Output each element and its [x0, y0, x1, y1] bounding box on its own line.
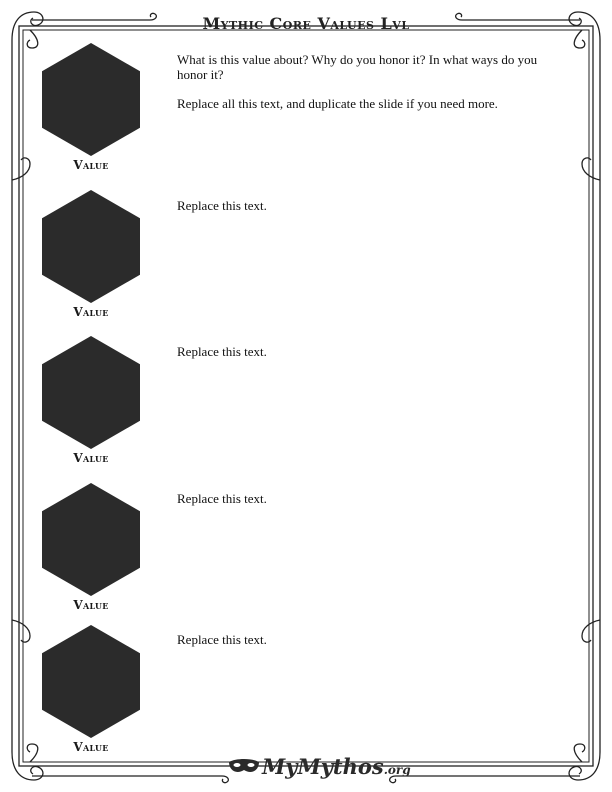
logo-text [262, 754, 411, 779]
logo-brand: MyMythos [262, 754, 384, 779]
value-description [177, 52, 567, 125]
value-description [177, 491, 567, 520]
value-description [177, 632, 567, 661]
value-block [40, 625, 142, 754]
value-label: Value [73, 598, 109, 612]
value-description [177, 344, 567, 373]
description-paragraph: Replace this text. [177, 632, 267, 647]
value-hexagon [42, 336, 140, 449]
page-title: Mythic Core Values Lvl [202, 14, 410, 33]
description-paragraph: Replace this text. [177, 198, 267, 213]
mask-icon [228, 758, 260, 776]
description-paragraph: Replace this text. [177, 344, 267, 359]
value-block [40, 336, 142, 465]
value-hexagon [42, 43, 140, 156]
value-label: Value [73, 305, 109, 319]
value-block [40, 190, 142, 319]
value-label: Value [73, 158, 109, 172]
value-description [177, 198, 567, 227]
value-label: Value [73, 740, 109, 754]
logo-suffix: .org [383, 763, 411, 777]
mymythos-logo [228, 752, 411, 782]
value-label: Value [73, 451, 109, 465]
value-hexagon [42, 625, 140, 738]
value-hexagon [42, 190, 140, 303]
value-hexagon [42, 483, 140, 596]
description-paragraph: Replace this text. [177, 491, 267, 506]
value-block [40, 43, 142, 172]
description-paragraph: Replace all this text, and duplicate the slide if you need more. [177, 96, 498, 111]
description-paragraph: What is this value about? Why do you honor it? In what ways do you honor it? [177, 52, 538, 82]
value-block [40, 483, 142, 612]
